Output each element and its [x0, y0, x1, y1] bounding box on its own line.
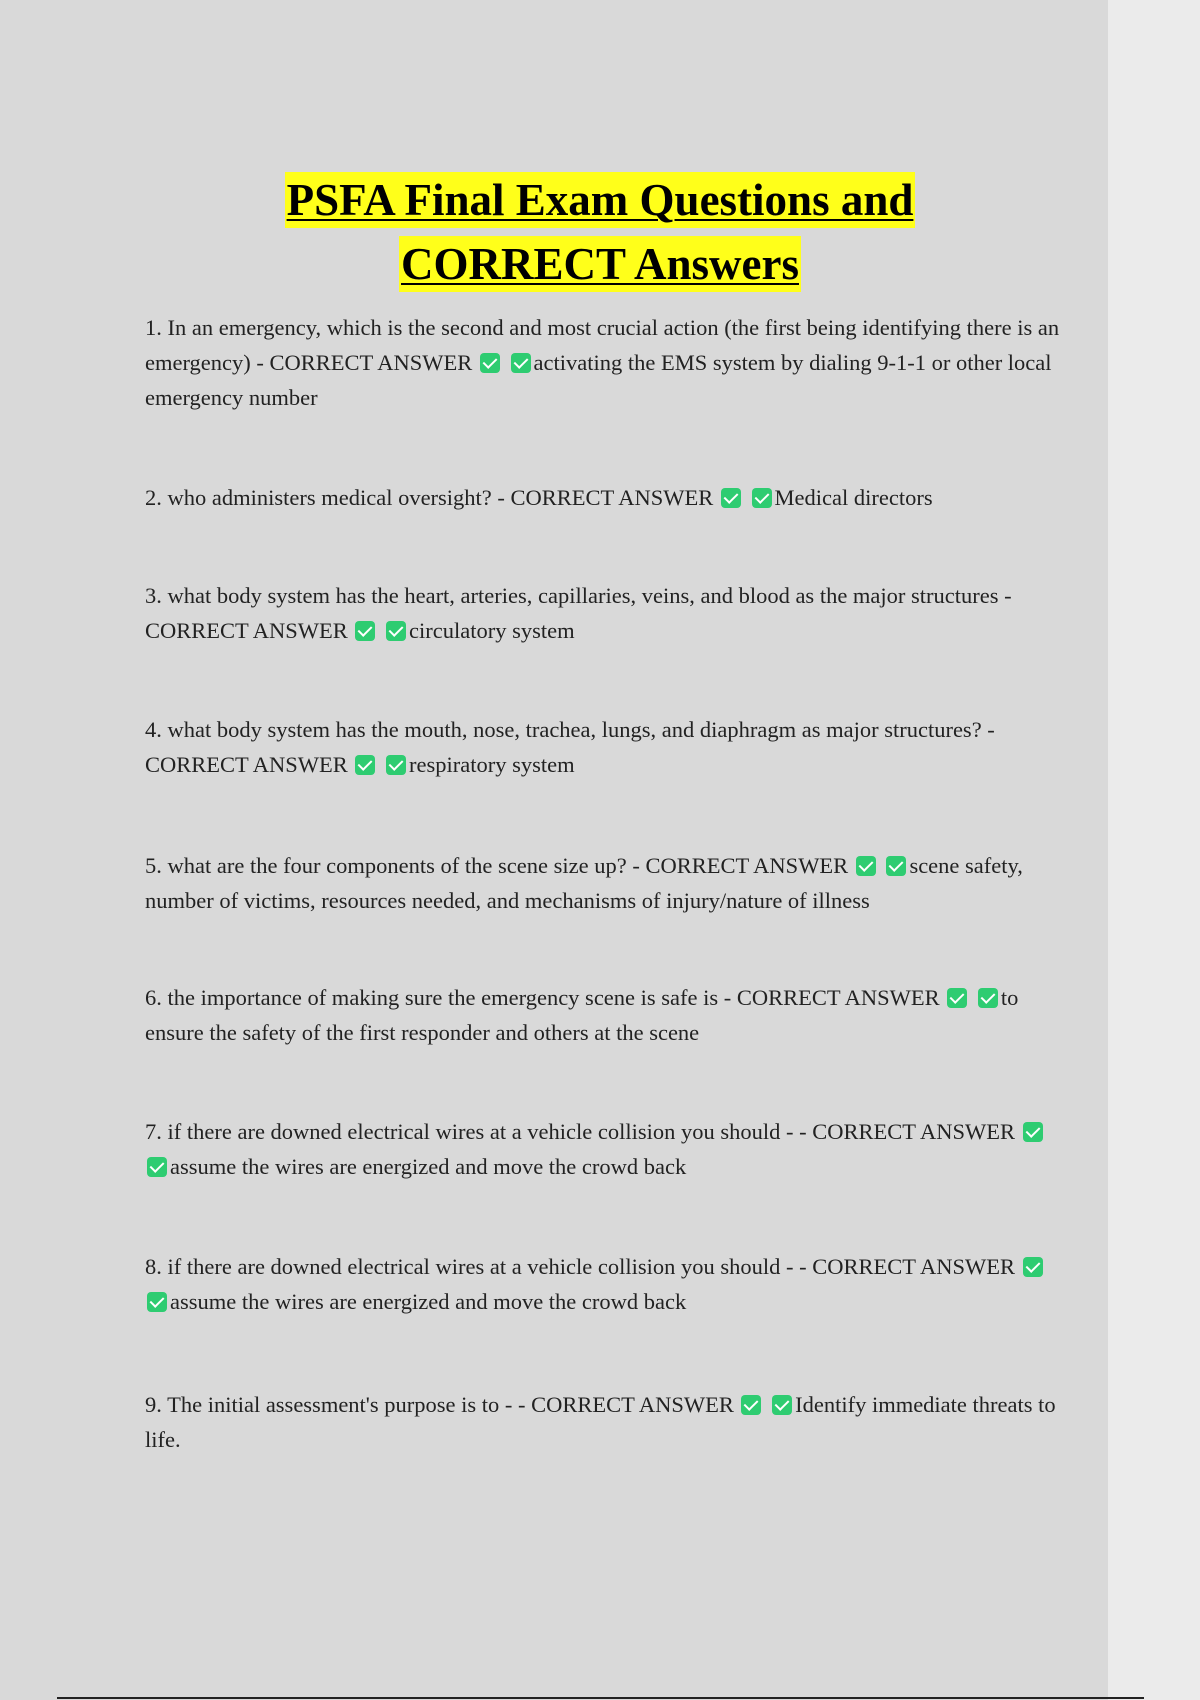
check-mark-icon [386, 621, 406, 641]
qa-item-7 [145, 1114, 1060, 1184]
qa-item-3 [145, 578, 1060, 648]
check-mark-icon [947, 988, 967, 1008]
check-mark-icon [147, 1292, 167, 1312]
check-mark-icon [1023, 1257, 1043, 1277]
qa-item-4 [145, 712, 1060, 782]
check-mark-icon [772, 1395, 792, 1415]
document-title [0, 168, 1200, 296]
question-text: 2. who administers medical oversight? - CORRECT ANSWER [145, 485, 714, 510]
check-mark-icon [721, 488, 741, 508]
qa-item-1 [145, 310, 1060, 415]
answer-text: scene safety, number of victims, resources needed, and mechanisms of injury/nature of illness [145, 853, 1023, 913]
question-text: 5. what are the four components of the scene size up? - CORRECT ANSWER [145, 853, 849, 878]
answer-text: assume the wires are energized and move the crowd back [170, 1154, 687, 1179]
answer-text: Medical directors [774, 485, 933, 510]
check-mark-icon [480, 353, 500, 373]
page-margin-strip [1108, 0, 1200, 1700]
answer-text: Identify immediate threats to life. [145, 1392, 1056, 1452]
check-mark-icon [355, 621, 375, 641]
check-mark-icon [856, 856, 876, 876]
title-line-2: CORRECT Answers [399, 236, 801, 292]
check-mark-icon [1023, 1122, 1043, 1142]
qa-item-8 [145, 1249, 1060, 1319]
qa-item-6 [145, 980, 1060, 1050]
check-mark-icon [355, 755, 375, 775]
check-mark-icon [978, 988, 998, 1008]
question-text: 9. The initial assessment's purpose is to - - CORRECT ANSWER [145, 1392, 734, 1417]
question-text: 8. if there are downed electrical wires at a vehicle collision you should - - CORRECT ANSWER [145, 1254, 1015, 1279]
question-text: 1. In an emergency, which is the second and most crucial action (the first being identifying there is an emergency) - CORRECT ANSWER [145, 315, 1060, 375]
question-text: 7. if there are downed electrical wires at a vehicle collision you should - - CORRECT ANSWER [145, 1119, 1015, 1144]
qa-item-9 [145, 1387, 1060, 1457]
check-mark-icon [752, 488, 772, 508]
check-mark-icon [511, 353, 531, 373]
check-mark-icon [886, 856, 906, 876]
check-mark-icon [147, 1157, 167, 1177]
answer-text: assume the wires are energized and move the crowd back [170, 1289, 687, 1314]
check-mark-icon [741, 1395, 761, 1415]
qa-item-2 [145, 480, 1060, 515]
qa-item-5 [145, 848, 1060, 918]
answer-text: to ensure the safety of the first responder and others at the scene [145, 985, 1019, 1045]
bottom-divider [57, 1697, 1144, 1699]
question-text: 6. the importance of making sure the emergency scene is safe is - CORRECT ANSWER [145, 985, 940, 1010]
title-line-1: PSFA Final Exam Questions and [285, 172, 916, 228]
answer-text: activating the EMS system by dialing 9-1-1 or other local emergency number [145, 350, 1052, 410]
question-text: 3. what body system has the heart, arteries, capillaries, veins, and blood as the major structures - CORRECT ANSWER [145, 583, 1012, 643]
answer-text: respiratory system [409, 752, 575, 777]
check-mark-icon [386, 755, 406, 775]
answer-text: circulatory system [409, 618, 575, 643]
question-text: 4. what body system has the mouth, nose, trachea, lungs, and diaphragm as major structures? - CORRECT ANSWER [145, 717, 995, 777]
